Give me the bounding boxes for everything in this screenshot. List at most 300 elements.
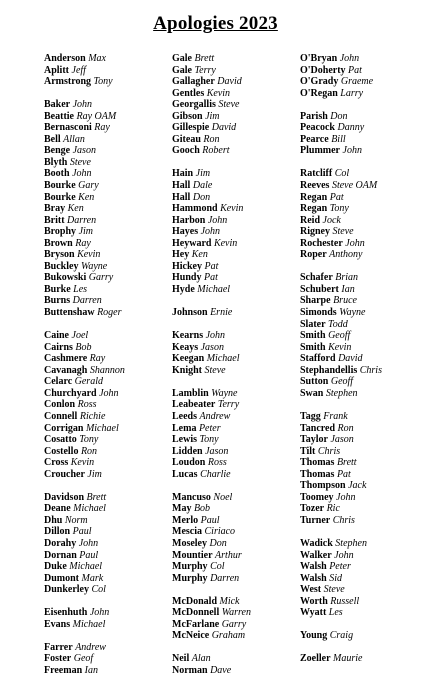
name-entry (300, 376, 431, 388)
name-entry (300, 88, 431, 100)
given-name: Tony (93, 76, 113, 88)
surname: Thomas (300, 457, 335, 469)
page-title: Apologies 2023 (153, 13, 278, 34)
given-name: Ross (207, 457, 227, 469)
given-name: John (345, 237, 365, 249)
given-name: Ray OAM (76, 110, 117, 122)
given-name: Darren (67, 214, 97, 226)
given-name: Joel (71, 330, 89, 342)
name-entry (44, 295, 179, 307)
given-name: Craig (329, 630, 354, 642)
surname: Lucas (172, 468, 198, 480)
surname: Smith (300, 330, 326, 342)
given-name: Gerald (74, 376, 103, 388)
surname: Dornan (44, 549, 77, 561)
surname: Roper (300, 249, 327, 261)
given-name: John (207, 214, 228, 226)
given-name: John (72, 168, 92, 180)
surname: Caine (44, 330, 69, 342)
given-name: Jack (348, 480, 367, 492)
given-name: Chris (359, 364, 382, 376)
given-name: Ray (94, 122, 110, 134)
surname: Keays (172, 341, 199, 353)
name-entry (172, 423, 307, 435)
name-entry (172, 515, 307, 527)
name-entry (44, 157, 179, 169)
given-name: Geoff (330, 376, 354, 388)
name-entry (300, 480, 431, 492)
name-entry (44, 573, 179, 585)
surname: Tancred (300, 422, 336, 434)
given-name: Jim (205, 110, 220, 122)
surname: Slater (300, 318, 326, 330)
surname: Regan (300, 191, 328, 203)
name-entry (172, 215, 307, 227)
surname: Armstrong (44, 76, 92, 88)
given-name: Richie (79, 410, 106, 422)
name-entry (44, 642, 179, 654)
surname: McFarlane (172, 618, 220, 630)
surname: Hall (172, 191, 191, 203)
name-entry (300, 607, 431, 619)
name-entry (300, 307, 431, 319)
name-entry (172, 665, 307, 677)
name-entry (172, 446, 307, 458)
letter-group-gap (172, 584, 307, 596)
surname: Croucher (44, 468, 85, 480)
name-entry (44, 168, 179, 180)
surname: Lidden (172, 445, 203, 457)
given-name: Garry (221, 618, 247, 630)
given-name: Ian (341, 283, 355, 295)
name-entry (300, 653, 431, 665)
name-entry (300, 330, 431, 342)
surname: Hickey (172, 260, 202, 272)
name-entry (172, 561, 307, 573)
given-name: Paul (200, 514, 220, 526)
name-entry (44, 284, 179, 296)
name-entry (44, 238, 179, 250)
name-entry (300, 145, 431, 157)
given-name: Anthony (329, 249, 363, 261)
name-entry (44, 434, 179, 446)
given-name: David (217, 76, 242, 88)
name-entry (44, 584, 179, 596)
surname: Hundy (172, 272, 202, 284)
given-name: Chris (332, 514, 355, 526)
surname: Gibson (172, 110, 203, 122)
surname: Lema (172, 422, 197, 434)
surname: Dhu (44, 514, 63, 526)
name-entry (172, 53, 307, 65)
surname: Brown (44, 237, 73, 249)
given-name: Paul (72, 526, 92, 538)
letter-group-gap (300, 99, 431, 111)
name-entry (172, 630, 307, 642)
surname: Knight (172, 364, 203, 376)
surname: Swan (300, 387, 324, 399)
name-entry (172, 596, 307, 608)
given-name: John (342, 145, 362, 157)
surname: Bernasconi (44, 122, 92, 134)
name-entry (172, 134, 307, 146)
given-name: Shannon (89, 364, 125, 376)
letter-group-gap (300, 399, 431, 411)
given-name: Jason (330, 434, 354, 446)
name-entry (44, 665, 179, 677)
surname: Davidson (44, 491, 85, 503)
name-entry (44, 111, 179, 123)
surname: Toomey (300, 491, 334, 503)
given-name: Brian (335, 272, 359, 284)
given-name: Col (210, 561, 225, 573)
given-name: Kevin (77, 249, 101, 261)
surname: Walsh (300, 561, 327, 573)
given-name: Norm (64, 514, 88, 526)
name-entry (172, 434, 307, 446)
surname: Heyward (172, 237, 212, 249)
surname: Gillespie (172, 122, 210, 134)
given-name: Jason (72, 145, 96, 157)
given-name: Kevin (206, 87, 231, 99)
given-name: Steve (218, 99, 240, 111)
letter-group-gap (300, 619, 431, 631)
given-name: Maurie (333, 653, 363, 665)
name-entry (172, 538, 307, 550)
name-entry (172, 238, 307, 250)
name-entry (172, 399, 307, 411)
name-entry (300, 573, 431, 585)
given-name: Jim (78, 226, 94, 238)
name-entry (172, 388, 307, 400)
given-name: Ric (326, 503, 340, 515)
name-entry (44, 203, 179, 215)
surname: Dumont (44, 572, 80, 584)
surname: Tozer (300, 503, 325, 515)
name-entry (172, 550, 307, 562)
name-entry (300, 76, 431, 88)
given-name: Michael (73, 503, 106, 515)
surname: Kearns (172, 330, 204, 342)
given-name: Andrew (199, 410, 231, 422)
given-name: Ian (84, 664, 98, 676)
surname: Benge (44, 145, 71, 157)
name-entry (44, 353, 179, 365)
name-entry (300, 53, 431, 65)
surname: Merlo (172, 514, 199, 526)
surname: Keegan (172, 353, 205, 365)
surname: Bryson (44, 249, 75, 261)
name-entry (44, 492, 179, 504)
surname: Leabeater (172, 399, 216, 411)
given-name: Graeme (340, 76, 374, 88)
name-entry (44, 307, 179, 319)
name-entry (44, 53, 179, 65)
name-entry (172, 261, 307, 273)
given-name: Larry (340, 87, 364, 99)
letter-group-gap (44, 596, 179, 608)
surname: Rochester (300, 237, 343, 249)
surname: Tagg (300, 410, 321, 422)
surname: McNeice (172, 630, 210, 642)
name-entry (172, 203, 307, 215)
name-entry (300, 168, 431, 180)
given-name: Don (209, 537, 227, 549)
letter-group-gap (172, 319, 307, 331)
given-name: Stephen (335, 537, 367, 549)
surname: May (172, 503, 192, 515)
surname: Mountier (172, 549, 213, 561)
given-name: Col (91, 584, 106, 596)
given-name: Steve (323, 584, 345, 596)
name-entry (172, 573, 307, 585)
given-name: Geof (73, 653, 94, 665)
given-name: Kevin (328, 341, 352, 353)
surname: Burke (44, 283, 71, 295)
given-name: John (205, 330, 226, 342)
name-entry (300, 550, 431, 562)
surname: O'Grady (300, 76, 339, 88)
given-name: Dale (192, 180, 213, 192)
surname: Stafford (300, 353, 336, 365)
name-entry (172, 469, 307, 481)
name-entry (300, 561, 431, 573)
name-entry (172, 122, 307, 134)
surname: Cosatto (44, 434, 77, 446)
surname: Burns (44, 295, 71, 307)
name-entry (172, 526, 307, 538)
letter-group-gap (172, 376, 307, 388)
surname: Giteau (172, 133, 201, 145)
name-entry (300, 411, 431, 423)
surname: Lamblin (172, 387, 209, 399)
name-entry (300, 434, 431, 446)
letter-group-gap (300, 261, 431, 273)
given-name: Kevin (70, 457, 95, 469)
name-entry (44, 607, 179, 619)
surname: Plummer (300, 145, 340, 157)
given-name: Jason (200, 341, 224, 353)
surname: O'Bryan (300, 53, 338, 64)
name-column-2 (172, 53, 307, 677)
surname: Conlon (44, 399, 76, 411)
given-name: Frank (323, 410, 348, 422)
name-entry (300, 353, 431, 365)
name-entry (172, 272, 307, 284)
surname: Tilt (300, 445, 316, 457)
name-entry (44, 550, 179, 562)
name-entry (44, 365, 179, 377)
surname: Gooch (172, 145, 200, 157)
given-name: Ron (80, 445, 98, 457)
name-entry (172, 99, 307, 111)
given-name: Paul (79, 549, 99, 561)
name-entry (44, 145, 179, 157)
name-entry (44, 99, 179, 111)
surname: Connell (44, 410, 78, 422)
name-entry (300, 457, 431, 469)
given-name: Les (73, 283, 88, 295)
given-name: Max (88, 53, 106, 64)
given-name: John (99, 387, 119, 399)
name-entry (300, 538, 431, 550)
surname: Wadick (300, 537, 333, 549)
given-name: Bruce (333, 295, 357, 307)
given-name: Dave (210, 664, 232, 676)
given-name: Todd (328, 318, 348, 330)
name-entry (300, 284, 431, 296)
surname: Loudon (172, 457, 206, 469)
name-entry (172, 145, 307, 157)
surname: Churchyard (44, 387, 97, 399)
given-name: John (78, 537, 99, 549)
name-entry (300, 249, 431, 261)
given-name: Peter (329, 561, 351, 573)
surname: Schafer (300, 272, 333, 284)
surname: Buckley (44, 260, 79, 272)
name-entry (300, 180, 431, 192)
given-name: Tony (199, 434, 219, 446)
given-name: Warren (221, 607, 251, 619)
given-name: Gary (78, 180, 99, 192)
given-name: Brett (86, 491, 107, 503)
surname: Bourke (44, 180, 76, 192)
surname: Buttenshaw (44, 307, 95, 319)
name-entry (172, 76, 307, 88)
surname: Reid (300, 214, 320, 226)
surname: Zoeller (300, 653, 331, 665)
name-entry (44, 388, 179, 400)
given-name: Andrew (75, 641, 106, 653)
surname: O'Regan (300, 87, 338, 99)
name-entry (300, 295, 431, 307)
name-entry (44, 469, 179, 481)
letter-group-gap (172, 295, 307, 307)
name-entry (44, 515, 179, 527)
name-entry (300, 388, 431, 400)
name-entry (44, 619, 179, 631)
given-name: Ken (191, 249, 208, 261)
surname: Parish (300, 110, 328, 122)
surname: Young (300, 630, 328, 642)
given-name: Jim (195, 168, 211, 180)
given-name: Jock (322, 214, 341, 226)
given-name: Michael (72, 618, 106, 630)
surname: Corrigan (44, 422, 84, 434)
given-name: Bill (331, 133, 346, 145)
given-name: Pat (348, 64, 362, 76)
given-name: Chris (317, 445, 341, 457)
name-entry (300, 134, 431, 146)
name-column-1 (44, 53, 179, 677)
given-name: Russell (330, 595, 360, 607)
name-entry (300, 492, 431, 504)
name-entry (44, 446, 179, 458)
name-entry (172, 88, 307, 100)
given-name: Darren (210, 572, 240, 584)
name-entry (44, 538, 179, 550)
name-entry (172, 330, 307, 342)
given-name: Peter (198, 422, 221, 434)
given-name: Sid (329, 572, 342, 584)
surname: Stephandellis (300, 364, 358, 376)
surname: West (300, 584, 322, 596)
surname: Dorahy (44, 537, 77, 549)
surname: Walker (300, 549, 332, 561)
given-name: Brett (336, 457, 357, 469)
name-entry (300, 503, 431, 515)
given-name: Steve (69, 156, 91, 168)
surname: Eisenhuth (44, 607, 88, 619)
surname: Hall (172, 180, 191, 192)
surname: Bray (44, 203, 66, 215)
surname: McDonald (172, 595, 217, 607)
name-column-3 (300, 53, 431, 665)
given-name: Tony (79, 434, 99, 446)
surname: Rigney (300, 226, 330, 238)
given-name: Jim (87, 468, 102, 480)
given-name: Brett (194, 53, 215, 64)
name-entry (44, 342, 179, 354)
given-name: Geoff (328, 330, 351, 342)
surname: Anderson (44, 53, 86, 64)
name-entry (172, 180, 307, 192)
given-name: Arthur (215, 549, 242, 561)
given-name: Kevin (213, 237, 238, 249)
surname: Mancuso (172, 491, 211, 503)
name-entry (300, 365, 431, 377)
name-entry (300, 596, 431, 608)
surname: Moseley (172, 537, 207, 549)
surname: O'Doherty (300, 64, 346, 76)
name-entry (300, 111, 431, 123)
surname: Neil (172, 653, 190, 665)
given-name: Ross (77, 399, 97, 411)
given-name: Pat (203, 272, 218, 284)
name-entry (44, 226, 179, 238)
given-name: Don (192, 191, 211, 203)
surname: Bourke (44, 191, 76, 203)
surname: Murphy (172, 572, 208, 584)
letter-group-gap (44, 319, 179, 331)
surname: Evans (44, 618, 71, 630)
given-name: Terry (217, 399, 240, 411)
name-entry (300, 515, 431, 527)
name-entry (44, 180, 179, 192)
name-entry (300, 215, 431, 227)
name-entry (300, 272, 431, 284)
surname: Harbon (172, 214, 206, 226)
surname: Simonds (300, 307, 337, 319)
surname: Sharpe (300, 295, 331, 307)
name-entry (172, 492, 307, 504)
given-name: Roger (97, 307, 122, 319)
given-name: Noel (213, 491, 233, 503)
surname: Britt (44, 214, 65, 226)
given-name: John (334, 549, 354, 561)
surname: Gentles (172, 87, 205, 99)
given-name: Steve (332, 226, 354, 238)
name-entry (44, 134, 179, 146)
name-entry (44, 65, 179, 77)
surname: Smith (300, 341, 326, 353)
surname: Hain (172, 168, 194, 180)
given-name: Wayne (211, 387, 238, 399)
given-name: John (336, 491, 356, 503)
given-name: Michael (85, 422, 119, 434)
name-entry (300, 203, 431, 215)
name-entry (44, 192, 179, 204)
